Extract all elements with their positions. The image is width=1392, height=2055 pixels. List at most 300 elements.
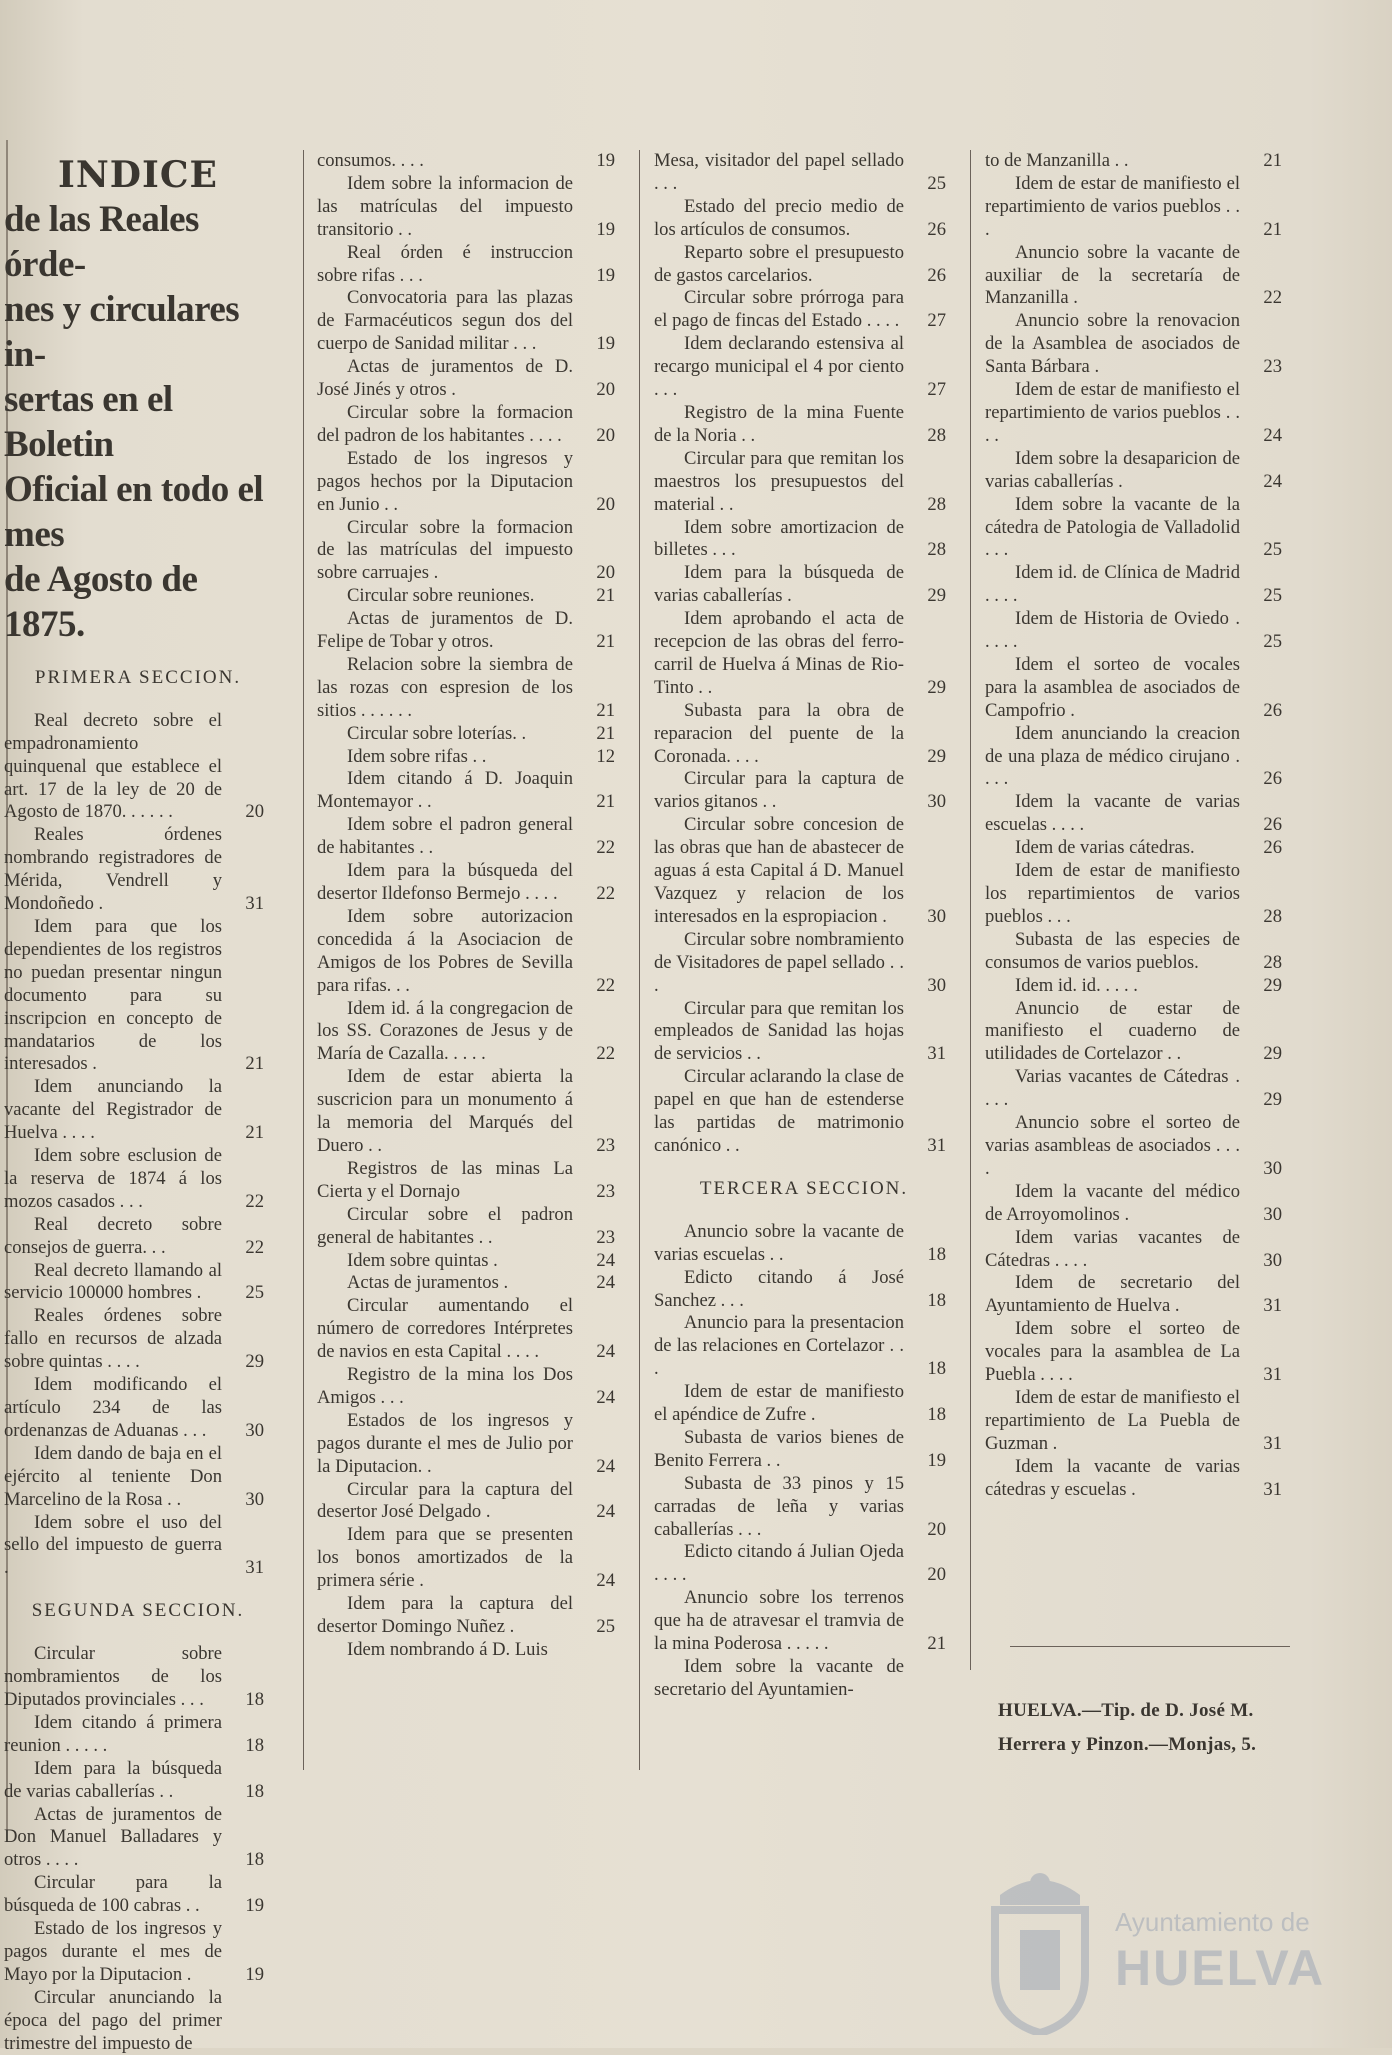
index-entry: [654, 1427, 954, 1473]
entry-page-number: 29: [1263, 1089, 1282, 1111]
entry-page-number: 23: [596, 1226, 615, 1248]
entry-page-number: 19: [596, 218, 615, 240]
index-entry: [317, 860, 623, 906]
entry-page-number: 18: [245, 1688, 264, 1710]
column-4: [985, 150, 1290, 1501]
index-entry: [4, 1758, 272, 1804]
ayuntamiento-watermark: [980, 1855, 1326, 2035]
entry-text: Circular anunciando la época del pago del primer trimestre del impuesto de: [4, 1986, 222, 2054]
entry-page-number: 21: [596, 631, 615, 653]
entry-text: Idem sobre amortizacion de billetes . . .: [654, 516, 904, 561]
entry-text: Idem sobre la informacion de las matrículas del impuesto transitorio . .: [317, 172, 573, 240]
entry-page-number: 24: [596, 1570, 615, 1592]
entry-page-number: 27: [927, 379, 946, 401]
index-entry: [4, 1712, 272, 1758]
index-entry: [317, 242, 623, 288]
entry-page-number: 22: [596, 837, 615, 859]
entry-text: Idem de estar de manifiesto el repartimiento de La Puebla de Guzman .: [985, 1386, 1240, 1454]
entry-text: Idem modificando el artículo 234 de las ordenanzas de Aduanas . . .: [4, 1374, 222, 1441]
entry-page-number: 24: [596, 1341, 615, 1363]
index-entry: [985, 723, 1290, 792]
entry-page-number: 18: [927, 1358, 946, 1380]
entry-text: Circular sobre reuniones.: [347, 585, 535, 607]
segunda-entries-col3: [654, 150, 954, 1158]
column-3: [654, 150, 954, 1702]
index-entry: [4, 916, 272, 1076]
entry-page-number: 20: [245, 801, 264, 823]
index-entry: [317, 1364, 623, 1410]
entry-page-number: 19: [596, 264, 615, 286]
entry-page-number: 28: [927, 424, 946, 446]
entry-text: Varias vacantes de Cátedras . . . .: [985, 1066, 1240, 1111]
entry-page-number: 31: [245, 1557, 264, 1579]
index-entry: [654, 1267, 954, 1313]
index-entry: [317, 1066, 623, 1158]
entry-text: to de Manzanilla . .: [985, 150, 1129, 171]
entry-page-number: 12: [596, 745, 615, 767]
subtitle-line: Oficial en todo el mes: [4, 468, 264, 555]
index-entry: [317, 287, 623, 356]
entry-text: Idem aprobando el acta de recepcion de las obras del ferro-carril de Huelva á Minas de Rio-Tinto . .: [654, 608, 904, 698]
index-entry: [985, 494, 1290, 563]
entry-page-number: 30: [1263, 1249, 1282, 1271]
index-entry: [985, 379, 1290, 448]
entry-page-number: 30: [245, 1419, 264, 1441]
index-entry: [4, 1804, 272, 1873]
entry-page-number: 24: [596, 1455, 615, 1477]
entry-text: Circular para la búsqueda de 100 cabras . .: [4, 1872, 222, 1917]
entry-page-number: 20: [927, 1564, 946, 1586]
column-1: [4, 154, 272, 2055]
entry-page-number: 26: [927, 264, 946, 286]
entry-page-number: 20: [596, 562, 615, 584]
entry-page-number: 25: [1263, 539, 1282, 561]
index-entry: [4, 1305, 272, 1374]
index-entry: [654, 402, 954, 448]
primera-entries: [4, 710, 272, 1580]
entry-page-number: 25: [1263, 631, 1282, 653]
index-entry: [654, 242, 954, 288]
index-entry: [317, 173, 623, 242]
index-entry: [317, 1410, 623, 1479]
index-entry: [317, 402, 623, 448]
index-entry: [317, 585, 623, 608]
entry-text: Idem de estar de manifiesto el repartimiento de varios pueblos . . . .: [985, 379, 1240, 446]
entry-text: Idem sobre la vacante de la cátedra de Patologia de Valladolid . . .: [985, 493, 1240, 561]
entry-page-number: 19: [927, 1449, 946, 1471]
entry-text: Circular para la captura de varios gitanos . .: [654, 768, 904, 813]
entry-text: Anuncio sobre la renovacion de la Asamblea de asociados de Santa Bárbara .: [985, 310, 1240, 378]
entry-text: Idem sobre la desaparicion de varias caballerías .: [985, 447, 1240, 492]
entry-text: Idem sobre rifas . .: [347, 745, 487, 767]
section-heading-tercera: TERCERA SECCION.: [699, 1177, 909, 1199]
entry-text: Idem declarando estensiva al recargo municipal el 4 por ciento . . .: [654, 333, 904, 401]
tercera-entries-col4: [985, 150, 1290, 1501]
entry-text: Idem id. á la congregacion de los SS. Corazones de Jesus y de María de Cazalla. . . . .: [317, 997, 573, 1065]
index-entry: [4, 1918, 272, 1987]
index-entry: [317, 746, 623, 769]
entry-page-number: 19: [596, 150, 615, 171]
entry-text: Idem varias vacantes de Cátedras . . . .: [985, 1226, 1240, 1271]
index-entry: [654, 1066, 954, 1158]
entry-page-number: 21: [596, 585, 615, 607]
entry-text: Circular sobre prórroga para el pago de fincas del Estado . . . .: [654, 287, 904, 332]
entry-page-number: 18: [245, 1734, 264, 1756]
entry-text: Mesa, visitador del papel sellado . . .: [654, 150, 904, 194]
entry-page-number: 22: [596, 974, 615, 996]
entry-page-number: 29: [1263, 974, 1282, 996]
entry-text: Idem la vacante del médico de Arroyomolinos .: [985, 1180, 1240, 1225]
entry-page-number: 20: [596, 424, 615, 446]
index-entry: [985, 562, 1290, 608]
entry-text: Reales órdenes nombrando registradores de Mérida, Vendrell y Mondoñedo .: [4, 824, 222, 915]
entry-page-number: 23: [1263, 356, 1282, 378]
entry-page-number: 29: [927, 676, 946, 698]
entry-text: Idem para la captura del desertor Domingo Nuñez .: [317, 1593, 573, 1637]
index-entry: [985, 654, 1290, 723]
footer-rule: [1010, 1646, 1290, 1647]
index-entry: [985, 860, 1290, 929]
index-entry: [985, 998, 1290, 1067]
index-entry: [654, 1656, 954, 1702]
entry-text: Idem de varias cátedras.: [1015, 837, 1195, 859]
entry-text: Real decreto sobre consejos de guerra. . .: [4, 1213, 222, 1258]
subtitle-line: de las Reales órde-: [4, 198, 199, 285]
index-entry: [654, 150, 954, 196]
entry-page-number: 31: [927, 1043, 946, 1065]
entry-page-number: 18: [245, 1780, 264, 1802]
index-entry: [985, 150, 1290, 173]
index-entry: [317, 768, 623, 814]
entry-text: Registros de las minas La Cierta y el Dornajo: [317, 1157, 573, 1202]
entry-text: Estado del precio medio de los artículos de consumos.: [654, 195, 904, 240]
index-entry: [4, 1987, 272, 2055]
entry-text: Registro de la mina los Dos Amigos . . .: [317, 1364, 573, 1408]
index-entry: [4, 1643, 272, 1712]
entry-text: Relacion sobre la siembra de las rozas con espresion de los sitios . . . . . .: [317, 653, 573, 721]
entry-page-number: 26: [1263, 699, 1282, 721]
index-entry: [317, 1158, 623, 1204]
column-2: [317, 150, 623, 1662]
column-rule: [970, 150, 971, 1670]
entry-text: Registro de la mina Fuente de la Noria . .: [654, 401, 904, 446]
index-entry: [985, 1112, 1290, 1181]
subtitle-line: nes y circulares in-: [4, 288, 240, 375]
index-subtitle: [4, 197, 272, 647]
entry-page-number: 19: [596, 333, 615, 355]
entry-page-number: 20: [596, 493, 615, 515]
entry-page-number: 31: [927, 1134, 946, 1156]
entry-page-number: 21: [245, 1122, 264, 1144]
index-entry: [985, 1066, 1290, 1112]
entry-page-number: 26: [927, 218, 946, 240]
entry-page-number: 24: [596, 1501, 615, 1523]
entry-text: Idem citando á D. Joaquin Montemayor . .: [317, 768, 573, 813]
entry-page-number: 31: [1263, 1432, 1282, 1454]
subtitle-line: de Agosto de 1875.: [4, 558, 198, 645]
index-title: INDICE: [58, 154, 218, 196]
entry-text: Edicto citando á José Sanchez . . .: [654, 1266, 904, 1311]
entry-text: Actas de juramentos .: [347, 1272, 509, 1294]
entry-text: Subasta de las especies de consumos de varios pueblos.: [985, 928, 1240, 973]
index-entry: [4, 1872, 272, 1918]
entry-text: Anuncio para la presentacion de las relaciones en Cortelazor . . .: [654, 1312, 904, 1380]
entry-page-number: 22: [596, 1043, 615, 1065]
index-entry: [654, 998, 954, 1067]
entry-text: Subasta de 33 pinos y 15 carradas de leña y varias caballerías . . .: [654, 1472, 904, 1540]
entry-page-number: 25: [245, 1282, 264, 1304]
entry-text: Idem sobre el uso del sello del impuesto de guerra .: [4, 1511, 222, 1579]
entry-text: Anuncio de estar de manifiesto el cuaderno de utilidades de Cortelazor . .: [985, 997, 1240, 1065]
entry-text: Idem sobre esclusion de la reserva de 1874 á los mozos casados . . .: [4, 1145, 222, 1212]
entry-text: Idem la vacante de varias cátedras y escuelas .: [985, 1455, 1240, 1500]
index-entry: [985, 173, 1290, 242]
index-entry: [317, 1479, 623, 1525]
entry-text: Reales órdenes sobre fallo en recursos de alzada sobre quintas . . . .: [4, 1305, 222, 1373]
entry-text: Real decreto sobre el empadronamiento quinquenal que establece el art. 17 de la ley de 20 de Agosto de 1870. . . . . .: [4, 709, 222, 823]
index-entry: [317, 1639, 623, 1662]
entry-text: Actas de juramentos de D. Felipe de Tobar y otros.: [317, 608, 573, 653]
entry-page-number: 24: [1263, 424, 1282, 446]
entry-text: Subasta para la obra de reparacion del puente de la Coronada. . . .: [654, 699, 904, 767]
index-entry: [4, 1214, 272, 1260]
index-entry: [317, 517, 623, 586]
entry-text: Idem sobre el padron general de habitantes . .: [317, 814, 573, 859]
entry-text: Circular sobre nombramientos de los Diputados provinciales . . .: [4, 1643, 222, 1710]
entry-text: Idem citando á primera reunion . . . . .: [4, 1711, 222, 1756]
index-entry: [985, 1456, 1290, 1502]
index-entry: [317, 448, 623, 517]
entry-text: Idem id. id. . . . .: [1015, 974, 1138, 996]
index-entry: [654, 814, 954, 929]
index-entry: [4, 710, 272, 825]
index-entry: [317, 1272, 623, 1295]
entry-text: Edicto citando á Julian Ojeda . . . .: [654, 1541, 904, 1586]
index-entry: [654, 1312, 954, 1381]
index-entry: [317, 150, 623, 173]
entry-text: Circular sobre concesion de las obras que han de abastecer de aguas á esta Capital á D. Manuel Vazquez y relacion de los interesados en la espropiacion .: [654, 814, 904, 927]
index-entry: [317, 906, 623, 998]
entry-text: Idem de estar abierta la suscricion para un monumento á la memoria del Marqués del Duero . .: [317, 1066, 573, 1156]
entry-page-number: 18: [245, 1849, 264, 1871]
entry-page-number: 31: [245, 893, 264, 915]
entry-text: Estado de los ingresos y pagos hechos por la Diputacion en Junio . .: [317, 447, 573, 515]
entry-page-number: 21: [596, 722, 615, 744]
index-entry: [985, 929, 1290, 975]
column-rule: [639, 150, 640, 1770]
entry-text: Anuncio sobre la vacante de varias escuelas . .: [654, 1220, 904, 1265]
entry-page-number: 21: [596, 791, 615, 813]
index-entry: [985, 1387, 1290, 1456]
entry-text: Circular sobre loterías. .: [347, 722, 527, 744]
entry-page-number: 28: [927, 539, 946, 561]
entry-page-number: 18: [927, 1243, 946, 1265]
entry-text: Anuncio sobre la vacante de auxiliar de la secretaría de Manzanilla .: [985, 241, 1240, 309]
index-entry: [654, 1473, 954, 1542]
index-entry: [317, 356, 623, 402]
index-entry: [317, 608, 623, 654]
entry-page-number: 23: [596, 1180, 615, 1202]
entry-text: Circular sobre nombramiento de Visitadores de papel sellado . . .: [654, 928, 904, 996]
entry-text: Idem sobre autorizacion concedida á la Asociacion de Amigos de los Pobres de Sevilla para rifas. . .: [317, 905, 573, 996]
entry-text: Circular sobre la formacion de las matrículas del impuesto sobre carruajes .: [317, 516, 573, 584]
entry-text: Anuncio sobre los terrenos que ha de atravesar el tramvia de la mina Poderosa . . . . .: [654, 1587, 904, 1655]
imprint-line: HUELVA.—Tip. de D. José M.: [998, 1700, 1254, 1721]
entry-page-number: 30: [1263, 1157, 1282, 1179]
index-entry: [654, 1221, 954, 1267]
index-entry: [317, 814, 623, 860]
entry-text: Anuncio sobre el sorteo de varias asambleas de asociados . . . .: [985, 1112, 1240, 1179]
index-entry: [317, 998, 623, 1067]
index-entry: [4, 824, 272, 916]
shield-crest-icon: [980, 1855, 1100, 2035]
index-entry: [985, 791, 1290, 837]
entry-text: Actas de juramentos de Don Manuel Balladares y otros . . . .: [4, 1803, 222, 1871]
index-entry: [654, 929, 954, 998]
entry-page-number: 21: [1263, 218, 1282, 240]
entry-text: Idem nombrando á D. Luis: [347, 1638, 548, 1660]
entry-text: Idem para la búsqueda de varias caballerías .: [654, 562, 904, 607]
entry-page-number: 25: [927, 172, 946, 194]
entry-page-number: 22: [1263, 287, 1282, 309]
index-entry: [4, 1443, 272, 1512]
entry-page-number: 22: [596, 883, 615, 904]
entry-text: Circular aclarando la clase de papel en que han de estenderse las partidas de matrimonio canónico . .: [654, 1066, 904, 1156]
entry-page-number: 28: [1263, 905, 1282, 927]
entry-text: consumos. . . .: [317, 150, 424, 171]
entry-page-number: 24: [1263, 470, 1282, 492]
entry-text: Idem para la búsqueda de varias caballerías . .: [4, 1757, 222, 1802]
imprint-line: Herrera y Pinzon.—Monjas, 5.: [998, 1734, 1257, 1755]
watermark-line: Ayuntamiento de: [1115, 1907, 1310, 1937]
entry-page-number: 23: [596, 1134, 615, 1156]
entry-page-number: 26: [1263, 837, 1282, 859]
entry-page-number: 21: [927, 1633, 946, 1655]
entry-page-number: 22: [245, 1236, 264, 1258]
entry-text: Idem sobre la vacante de secretario del Ayuntamien-: [654, 1656, 904, 1700]
index-entry: [985, 448, 1290, 494]
index-entry: [317, 1204, 623, 1250]
entry-text: Idem la vacante de varias escuelas . . . .: [985, 791, 1240, 836]
tercera-entries-col3: [654, 1221, 954, 1702]
entry-text: Idem anunciando la creacion de una plaza de médico cirujano . . . .: [985, 722, 1240, 790]
entry-text: Idem dando de baja en el ejército al teniente Don Marcelino de la Rosa . .: [4, 1442, 222, 1510]
subtitle-line: sertas en el Boletin: [4, 378, 173, 465]
index-entry: [654, 333, 954, 402]
entry-page-number: 21: [596, 699, 615, 721]
entry-page-number: 24: [596, 1249, 615, 1271]
index-entry: [654, 562, 954, 608]
segunda-entries-col2: [317, 150, 623, 1662]
index-entry: [985, 837, 1290, 860]
entry-page-number: 24: [596, 1272, 615, 1294]
index-entry: [985, 975, 1290, 998]
entry-text: Actas de juramentos de D. José Jinés y otros .: [317, 356, 573, 401]
entry-text: Real decreto llamando al servicio 100000 hombres .: [4, 1259, 222, 1304]
entry-text: Real órden é instruccion sobre rifas . . .: [317, 241, 573, 286]
index-entry: [654, 517, 954, 563]
entry-text: Subasta de varios bienes de Benito Ferrera . .: [654, 1426, 904, 1471]
entry-text: Circular para la captura del desertor José Delgado .: [317, 1478, 573, 1523]
index-entry: [4, 1260, 272, 1306]
index-entry: [654, 287, 954, 333]
entry-text: Idem anunciando la vacante del Registrador de Huelva . . . .: [4, 1076, 222, 1144]
entry-text: Circular aumentando el número de corredores Intérpretes de navios en esta Capital . . . .: [317, 1295, 573, 1363]
entry-text: Idem el sorteo de vocales para la asamblea de asociados de Campofrio .: [985, 653, 1240, 721]
entry-page-number: 26: [1263, 814, 1282, 836]
entry-page-number: 18: [927, 1289, 946, 1311]
index-entry: [317, 1524, 623, 1593]
entry-text: Idem id. de Clínica de Madrid . . . .: [985, 562, 1240, 607]
entry-page-number: 29: [927, 745, 946, 767]
index-entry: [985, 608, 1290, 654]
entry-page-number: 31: [1263, 1478, 1282, 1500]
watermark-line: HUELVA: [1115, 1940, 1326, 1996]
entry-text: Idem para que los dependientes de los registros no puedan presentar ningun documento para su inscripcion en concepto de mandatarios de los interesados .: [4, 915, 222, 1075]
entry-page-number: 30: [927, 974, 946, 996]
entry-page-number: 19: [245, 1895, 264, 1917]
index-entry: [317, 654, 623, 723]
entry-page-number: 30: [1263, 1203, 1282, 1225]
column-rule: [303, 150, 304, 1770]
index-entry: [654, 608, 954, 700]
entry-page-number: 30: [927, 791, 946, 813]
entry-text: Estado de los ingresos y pagos durante el mes de Mayo por la Diputacion .: [4, 1918, 222, 1985]
entry-page-number: 30: [927, 905, 946, 927]
entry-page-number: 20: [596, 379, 615, 401]
printer-imprint: [998, 1694, 1318, 1762]
entry-page-number: 31: [1263, 1295, 1282, 1317]
index-entry: [317, 1250, 623, 1273]
index-entry: [985, 242, 1290, 311]
entry-text: Idem sobre quintas .: [347, 1249, 498, 1271]
entry-text: Idem de estar de manifiesto el repartimiento de varios pueblos . . .: [985, 172, 1240, 240]
entry-page-number: 22: [245, 1190, 264, 1212]
index-entry: [4, 1512, 272, 1581]
index-entry: [317, 1593, 623, 1639]
entry-text: Reparto sobre el presupuesto de gastos carcelarios.: [654, 241, 904, 286]
entry-text: Idem para la búsqueda del desertor Ildefonso Bermejo . . . .: [317, 860, 573, 904]
entry-text: Idem de secretario del Ayuntamiento de Huelva .: [985, 1272, 1240, 1317]
entry-page-number: 30: [245, 1488, 264, 1510]
index-entry: [654, 448, 954, 517]
entry-text: Idem de Historia de Oviedo . . . . .: [985, 608, 1240, 653]
entry-page-number: 18: [927, 1404, 946, 1426]
entry-page-number: 28: [1263, 951, 1282, 973]
index-entry: [985, 1181, 1290, 1227]
index-entry: [4, 1374, 272, 1443]
entry-page-number: 25: [1263, 585, 1282, 607]
entry-page-number: 19: [245, 1963, 264, 1985]
entry-page-number: 20: [927, 1518, 946, 1540]
entry-text: Circular para que remitan los maestros los presupuestos del material . .: [654, 447, 904, 515]
entry-page-number: 25: [596, 1616, 615, 1637]
section-heading-primera: PRIMERA SECCION.: [34, 666, 242, 688]
index-entry: [654, 1541, 954, 1587]
index-entry: [654, 1381, 954, 1427]
entry-text: Idem de estar de manifiesto los repartimientos de varios pueblos . . .: [985, 860, 1240, 927]
entry-page-number: 26: [1263, 768, 1282, 790]
index-entry: [985, 1227, 1290, 1273]
entry-page-number: 29: [245, 1351, 264, 1373]
entry-page-number: 24: [596, 1386, 615, 1408]
entry-page-number: 27: [927, 310, 946, 332]
entry-text: Circular para que remitan los empleados de Sanidad las hojas de servicios . .: [654, 997, 904, 1065]
index-entry: [654, 768, 954, 814]
entry-text: Idem sobre el sorteo de vocales para la asamblea de La Puebla . . . .: [985, 1318, 1240, 1386]
entry-page-number: 31: [1263, 1364, 1282, 1386]
entry-page-number: 29: [927, 585, 946, 607]
